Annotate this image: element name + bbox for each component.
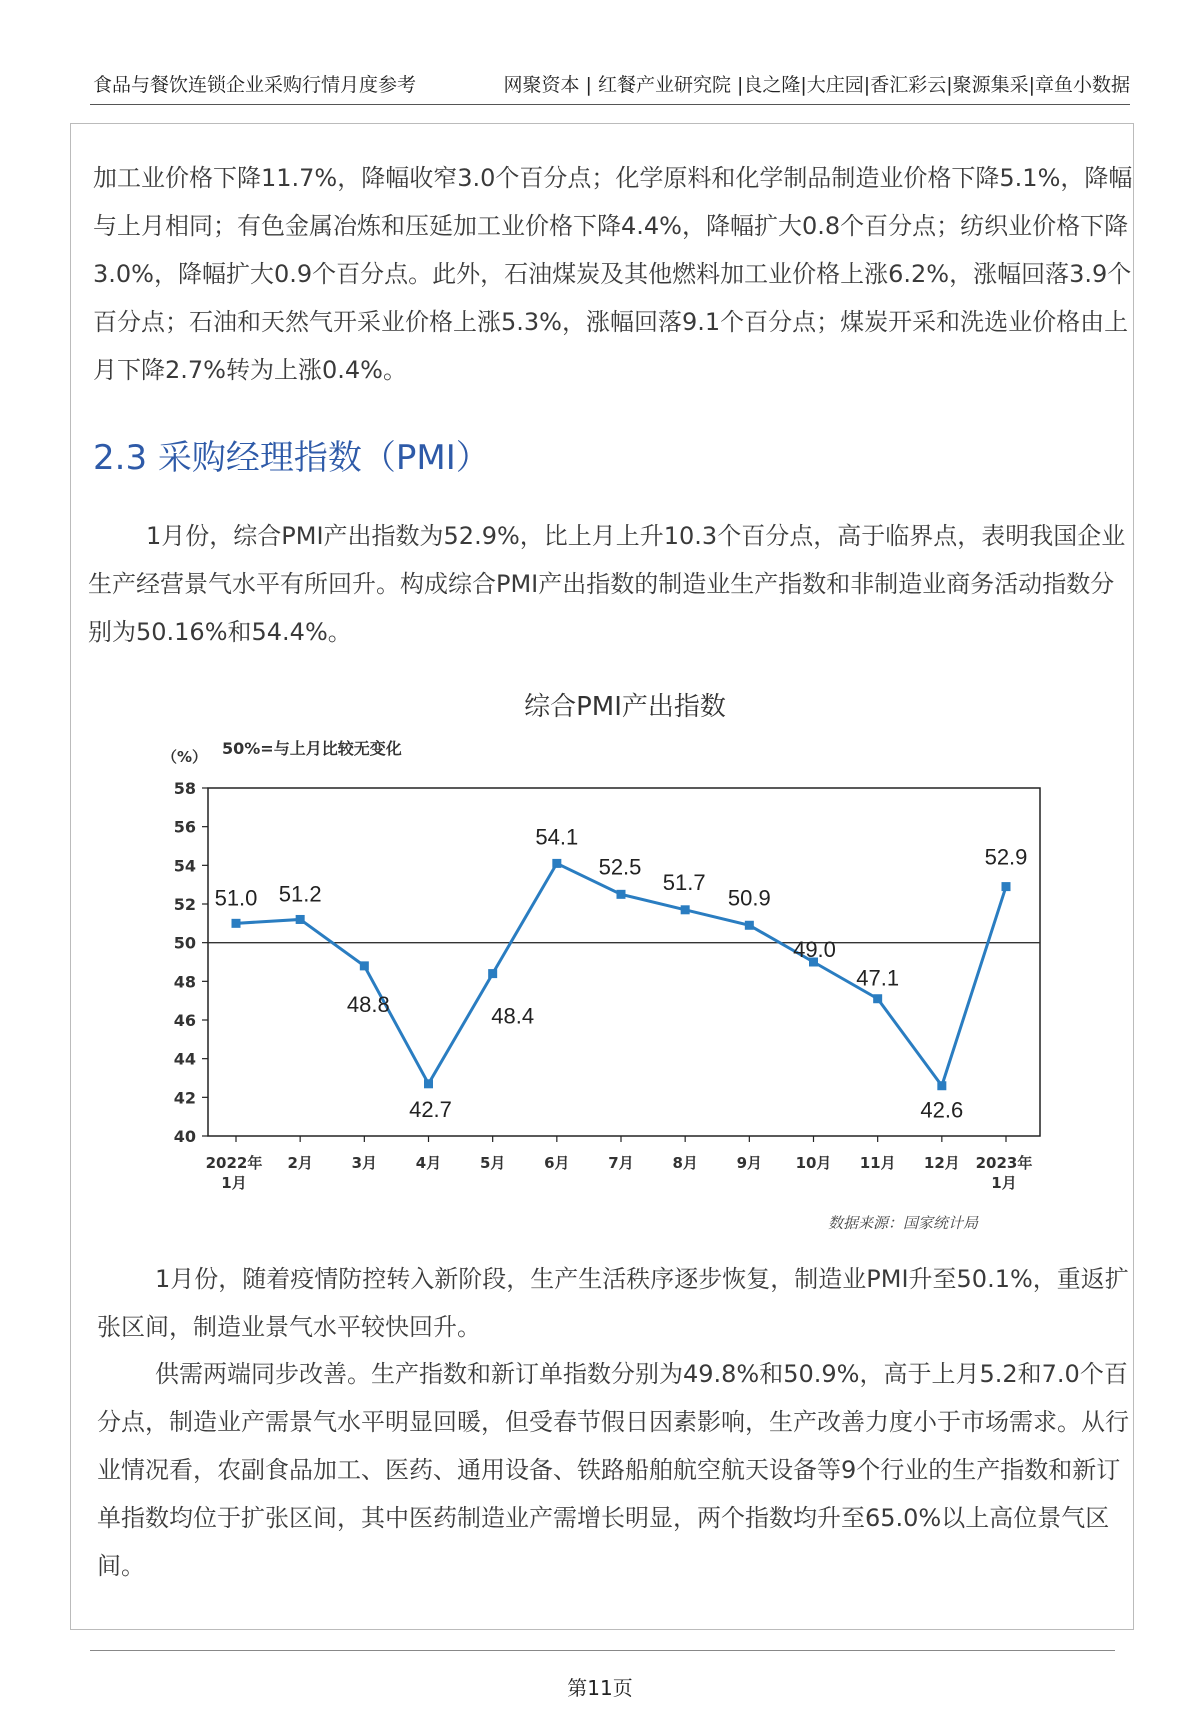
- data-label: 52.9: [984, 844, 1028, 870]
- chart-source: 数据来源：国家统计局: [828, 1214, 979, 1232]
- data-label: 51.2: [278, 881, 322, 907]
- x-tick-label: 2023年: [975, 1154, 1033, 1172]
- data-point: [296, 915, 305, 924]
- data-label: 51.7: [662, 869, 706, 895]
- chart-note: 50%=与上月比较无变化: [222, 739, 402, 758]
- paragraph-supply-demand: [97, 1350, 1137, 1590]
- data-label: 54.1: [535, 824, 579, 850]
- y-tick-label: 48: [173, 972, 196, 992]
- data-point: [937, 1081, 946, 1090]
- x-tick-label: 11月: [859, 1154, 896, 1172]
- paragraph-ppi-detail: 加工业价格下降11.7%，降幅收窄3.0个百分点；化学原料和化学制品制造业价格下降5.1%，降幅与上月相同；有色金属冶炼和压延加工业价格下降4.4%，降幅扩大0.8个百分点；纺织业价格下降3.0%，降幅扩大0.9个百分点。此外，石油煤炭及其他燃料加工业价格上涨6.2%，涨幅回落3.9个百分点；石油和天然气开采业价格上涨5.3%，涨幅回落9.1个百分点；煤炭开采和洗选业价格由上月下降2.7%转为上涨0.4%。: [93, 164, 1133, 384]
- chart-title: 综合PMI产出指数: [524, 692, 726, 722]
- y-tick-label: 46: [173, 1011, 196, 1030]
- data-label: 50.9: [727, 885, 771, 911]
- y-tick-label: 44: [173, 1049, 196, 1069]
- data-point: [617, 890, 626, 899]
- data-point: [1002, 882, 1011, 891]
- paragraph-supply-demand-text: 供需两端同步改善。生产指数和新订单指数分别为49.8%和50.9%，高于上月5.2和7.0个百分点，制造业产需景气水平明显回暖，但受春节假日因素影响，生产改善力度小于市场需求。从行业情况看，农副食品加工、医药、通用设备、铁路船舶航空航天设备等9个行业的生产指数和新订单指数均位于扩张区间，其中医药制造业产需增长明显，两个指数均升至65.0%以上高位景气区间。: [97, 1360, 1129, 1580]
- x-tick-label: 6月: [544, 1154, 570, 1172]
- header-report-title: 食品与餐饮连锁企业采购行情月度参考: [93, 74, 417, 96]
- data-label: 42.7: [409, 1096, 452, 1122]
- x-tick-label: 7月: [608, 1154, 634, 1172]
- y-tick-label: 42: [173, 1088, 196, 1108]
- x-tick-label: 12月: [923, 1154, 960, 1172]
- y-tick-label: 56: [173, 817, 196, 837]
- x-tick-label: 5月: [479, 1154, 506, 1172]
- y-tick-label: 52: [173, 895, 196, 914]
- x-tick-label: 3月: [351, 1154, 378, 1172]
- plot-area-border: [208, 788, 1040, 1136]
- data-point: [232, 919, 241, 928]
- data-label: 47.1: [856, 965, 900, 991]
- section-title: 2.3 采购经理指数（PMI）: [93, 438, 490, 478]
- x-tick-label: 2022年: [205, 1154, 263, 1172]
- x-tick-label: 1月: [221, 1174, 247, 1192]
- y-tick-label: 58: [173, 779, 196, 798]
- data-point: [745, 921, 754, 930]
- paragraph-manufacturing-pmi-text: 1月份，随着疫情防控转入新阶段，生产生活秩序逐步恢复，制造业PMI升至50.1%，重返扩张区间，制造业景气水平较快回升。: [97, 1265, 1129, 1341]
- data-point: [681, 905, 690, 914]
- y-unit-label: （%）: [162, 748, 208, 766]
- header-partners: 网聚资本 | 红餐产业研究院 |良之隆|大庄园|香汇彩云|聚源集采|章鱼小数据: [503, 74, 1130, 96]
- x-tick-label: 1月: [991, 1174, 1017, 1192]
- data-point: [552, 859, 561, 868]
- y-tick-label: 54: [173, 856, 196, 876]
- data-label: 49.0: [793, 937, 836, 962]
- data-label: 48.4: [491, 1003, 535, 1029]
- paragraph-pmi-summary-text: 1月份，综合PMI产出指数为52.9%，比上月上升10.3个百分点，高于临界点，表明我国企业生产经营景气水平有所回升。构成综合PMI产出指数的制造业生产指数和非制造业商务活动指数分别为50.16%和54.4%。: [88, 522, 1126, 646]
- data-point: [873, 994, 882, 1003]
- x-tick-label: 9月: [736, 1154, 763, 1172]
- paragraph-manufacturing-pmi: [97, 1255, 1137, 1351]
- data-point: [424, 1079, 433, 1088]
- page-number: 第11页: [567, 1676, 633, 1700]
- data-point: [488, 969, 497, 978]
- y-tick-label: 50: [173, 933, 196, 953]
- data-label: 51.0: [214, 885, 258, 911]
- footer-divider: [90, 1650, 1115, 1651]
- x-tick-label: 10月: [795, 1154, 832, 1172]
- x-tick-label: 2月: [287, 1154, 313, 1172]
- x-tick-label: 4月: [415, 1154, 442, 1172]
- data-point: [360, 961, 369, 970]
- data-label: 48.8: [346, 991, 390, 1017]
- y-tick-label: 40: [173, 1127, 196, 1146]
- data-label: 42.6: [920, 1097, 964, 1123]
- data-label: 52.5: [598, 854, 642, 880]
- x-tick-label: 8月: [672, 1154, 698, 1172]
